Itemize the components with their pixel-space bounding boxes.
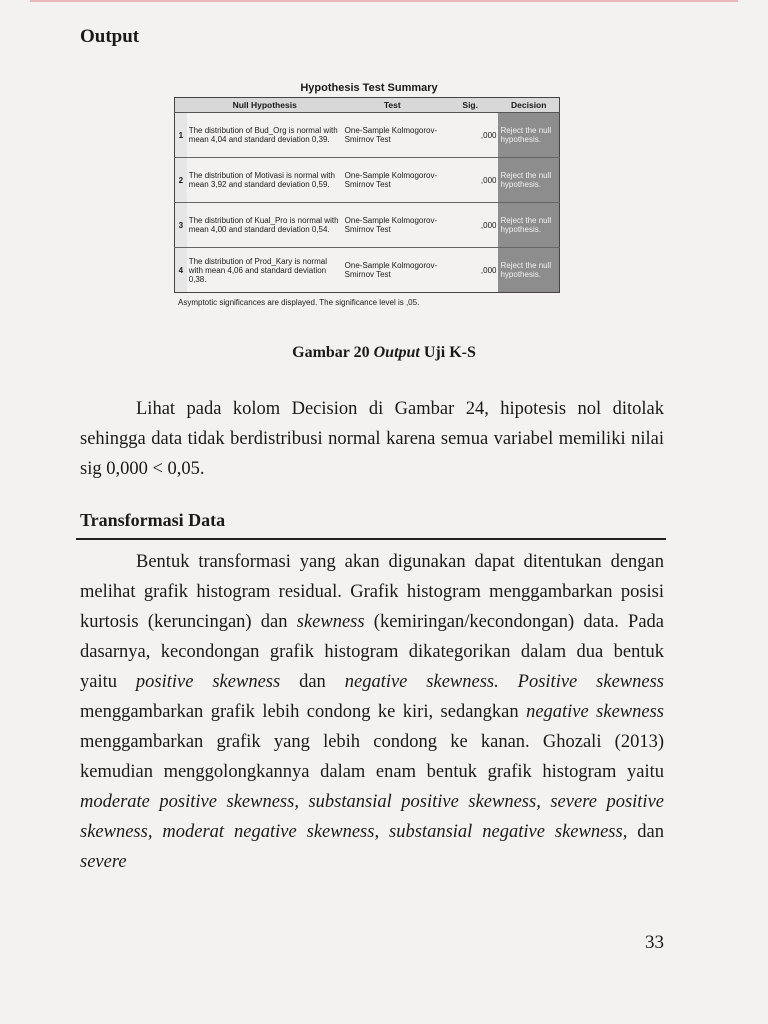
paragraph2-italic-5: moderate positive skewness, substansial positive skewness, severe positive skewness, moderat negative skewness, substansial negative skewness, <box>80 792 664 842</box>
output-heading: Output <box>80 26 140 47</box>
caption-italic: Output <box>373 344 420 361</box>
paragraph2-italic-1: skewness <box>296 612 365 632</box>
table-row <box>175 203 560 248</box>
section-title: Transformasi Data <box>80 510 226 530</box>
column-header-sig: Sig. <box>442 98 499 113</box>
sig-cell: ,000 <box>442 113 499 158</box>
test-cell: One-Sample Kolmogorov-Smirnov Test <box>344 261 438 279</box>
row-number: 3 <box>175 203 187 248</box>
table-row <box>175 113 560 158</box>
row-number: 1 <box>175 113 187 158</box>
paragraph2-text-5: menggambarkan grafik yang lebih condong ke kanan. Ghozali (2013) kemudian menggolongkannya dalam enam bentuk grafik histogram yaitu <box>80 732 664 782</box>
decision-cell: Reject the null hypothesis. <box>498 158 559 203</box>
test-cell: One-Sample Kolmogorov-Smirnov Test <box>343 203 442 248</box>
decision-cell: Reject the null hypothesis. <box>498 113 559 158</box>
null-hypothesis-cell: The distribution of Motivasi is normal with mean 3,92 and standard deviation 0,59. <box>187 158 343 203</box>
paragraph-transformation <box>80 547 664 877</box>
figure-title: Hypothesis Test Summary <box>300 82 438 94</box>
paragraph2-text-3: dan <box>280 672 345 692</box>
paragraph2-text-4: menggambarkan grafik lebih condong ke kiri, sedangkan <box>80 702 527 722</box>
test-cell: One-Sample Kolmogorov-Smirnov Test <box>343 158 442 203</box>
section-divider <box>76 538 666 540</box>
null-hypothesis-cell: The distribution of Kual_Pro is normal with mean 4,00 and standard deviation 0,54. <box>187 203 343 248</box>
page-number: 33 <box>645 932 664 953</box>
paragraph1-text: Lihat pada kolom Decision di Gambar 24, hipotesis nol ditolak sehingga data tidak berdistribusi normal karena semua variabel memiliki nilai sig 0,000 < 0,05. <box>80 399 664 479</box>
table-row <box>175 158 560 203</box>
paragraph2-italic-3: negative skewness. Positive skewness <box>344 672 664 692</box>
decision-cell: Reject the null hypothesis. <box>498 203 559 248</box>
sig-cell: ,000 <box>442 158 499 203</box>
paragraph-decision-explanation <box>80 394 664 484</box>
sig-cell: ,000 <box>442 203 499 248</box>
paragraph2-italic-4: negative skewness <box>526 702 664 722</box>
row-number: 4 <box>175 248 187 293</box>
null-hypothesis-cell: The distribution of Bud_Org is normal with mean 4,04 and standard deviation 0,39. <box>187 113 343 158</box>
column-header-test: Test <box>343 98 442 113</box>
decision-cell: Reject the null hypothesis. <box>498 248 559 293</box>
paragraph2-text-2: (kemiringan/kecondongan) data. Pada dasarnya, kecondongan grafik histogram dikategorikan dalam dua bentuk yaitu <box>80 612 665 692</box>
figure-footnote: Asymptotic significances are displayed. The significance level is ,05. <box>178 298 420 307</box>
test-cell: One-Sample Kolmogorov-Smirnov Test <box>343 113 442 158</box>
column-header-index <box>175 98 187 113</box>
sig-cell: ,000 <box>480 265 497 275</box>
paragraph2-italic-2: positive skewness <box>135 672 281 692</box>
paragraph2-italic-6: severe <box>80 852 127 872</box>
table-row <box>175 248 560 293</box>
column-header-decision: Decision <box>498 98 559 113</box>
top-edge-rule <box>30 0 738 2</box>
figure-caption <box>0 344 768 362</box>
hypothesis-test-figure <box>174 82 564 307</box>
column-header-null-hypothesis: Null Hypothesis <box>187 98 343 113</box>
paragraph2-text-6: dan <box>627 822 664 842</box>
hypothesis-test-table <box>174 97 560 293</box>
paragraph2-text-1: Bentuk transformasi yang akan digunakan dapat ditentukan dengan melihat grafik histogram residual. Grafik histogram menggambarkan posisi kurtosis (keruncingan) dan <box>80 552 664 632</box>
null-hypothesis-cell: The distribution of Prod_Kary is normal with mean 4,06 and standard deviation 0,38. <box>188 256 327 284</box>
caption-prefix: Gambar 20 <box>292 344 374 361</box>
row-number: 2 <box>175 158 187 203</box>
table-header-row <box>175 98 560 113</box>
caption-suffix: Uji K-S <box>419 344 476 361</box>
